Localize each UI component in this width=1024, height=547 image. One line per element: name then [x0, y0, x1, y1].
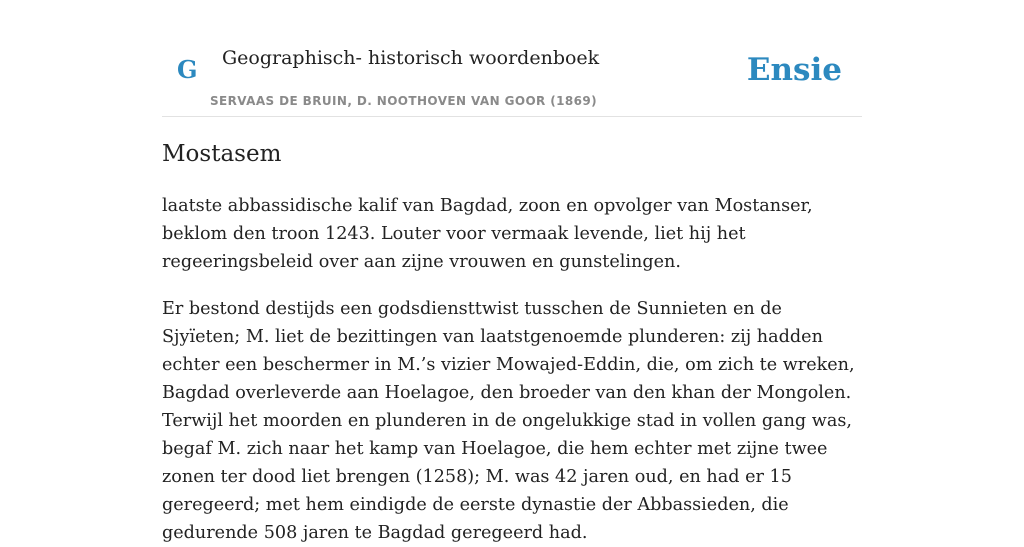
book-header: [162, 0, 862, 117]
book-author: SERVAAS DE BRUIN, D. NOOTHOVEN VAN GOOR (1869): [210, 94, 598, 108]
book-letter-logo[interactable]: G: [177, 55, 198, 84]
article-headword: Mostasem: [162, 141, 282, 167]
book-title-link[interactable]: Geographisch- historisch woordenboek: [222, 47, 600, 69]
article: [162, 136, 864, 547]
article-paragraph: Er bestond destijds een godsdiensttwist tusschen de Sunnieten en de Sjyïeten; M. liet de bezittingen van laatstgenoemde plunderen: zij hadden echter een beschermer in M.’s vizier Mowajed-Eddin, die, om zich te wreken, Bagdad overleverde aan Hoelagoe, den broeder van den khan der Mongolen. Terwijl het moorden en plunderen in de ongelukkige stad in vollen gang was, begaf M. zich naar het kamp van Hoelagoe, die hem echter met zijne twee zonen ter dood liet brengen (1258); M. was 42 jaren oud, en had er 15 geregeerd; met hem eindigde de eerste dynastie der Abbassieden, die gedurende 508 jaren te Bagdad geregeerd had.: [162, 299, 855, 543]
article-paragraph: laatste abbassidische kalif van Bagdad, zoon en opvolger van Mostanser, beklom den troon 1243. Louter voor vermaak levende, liet hij het regeeringsbeleid over aan zijne vrouwen en gunstelingen.: [162, 196, 813, 272]
brand-logo-link[interactable]: Ensie: [746, 52, 842, 88]
